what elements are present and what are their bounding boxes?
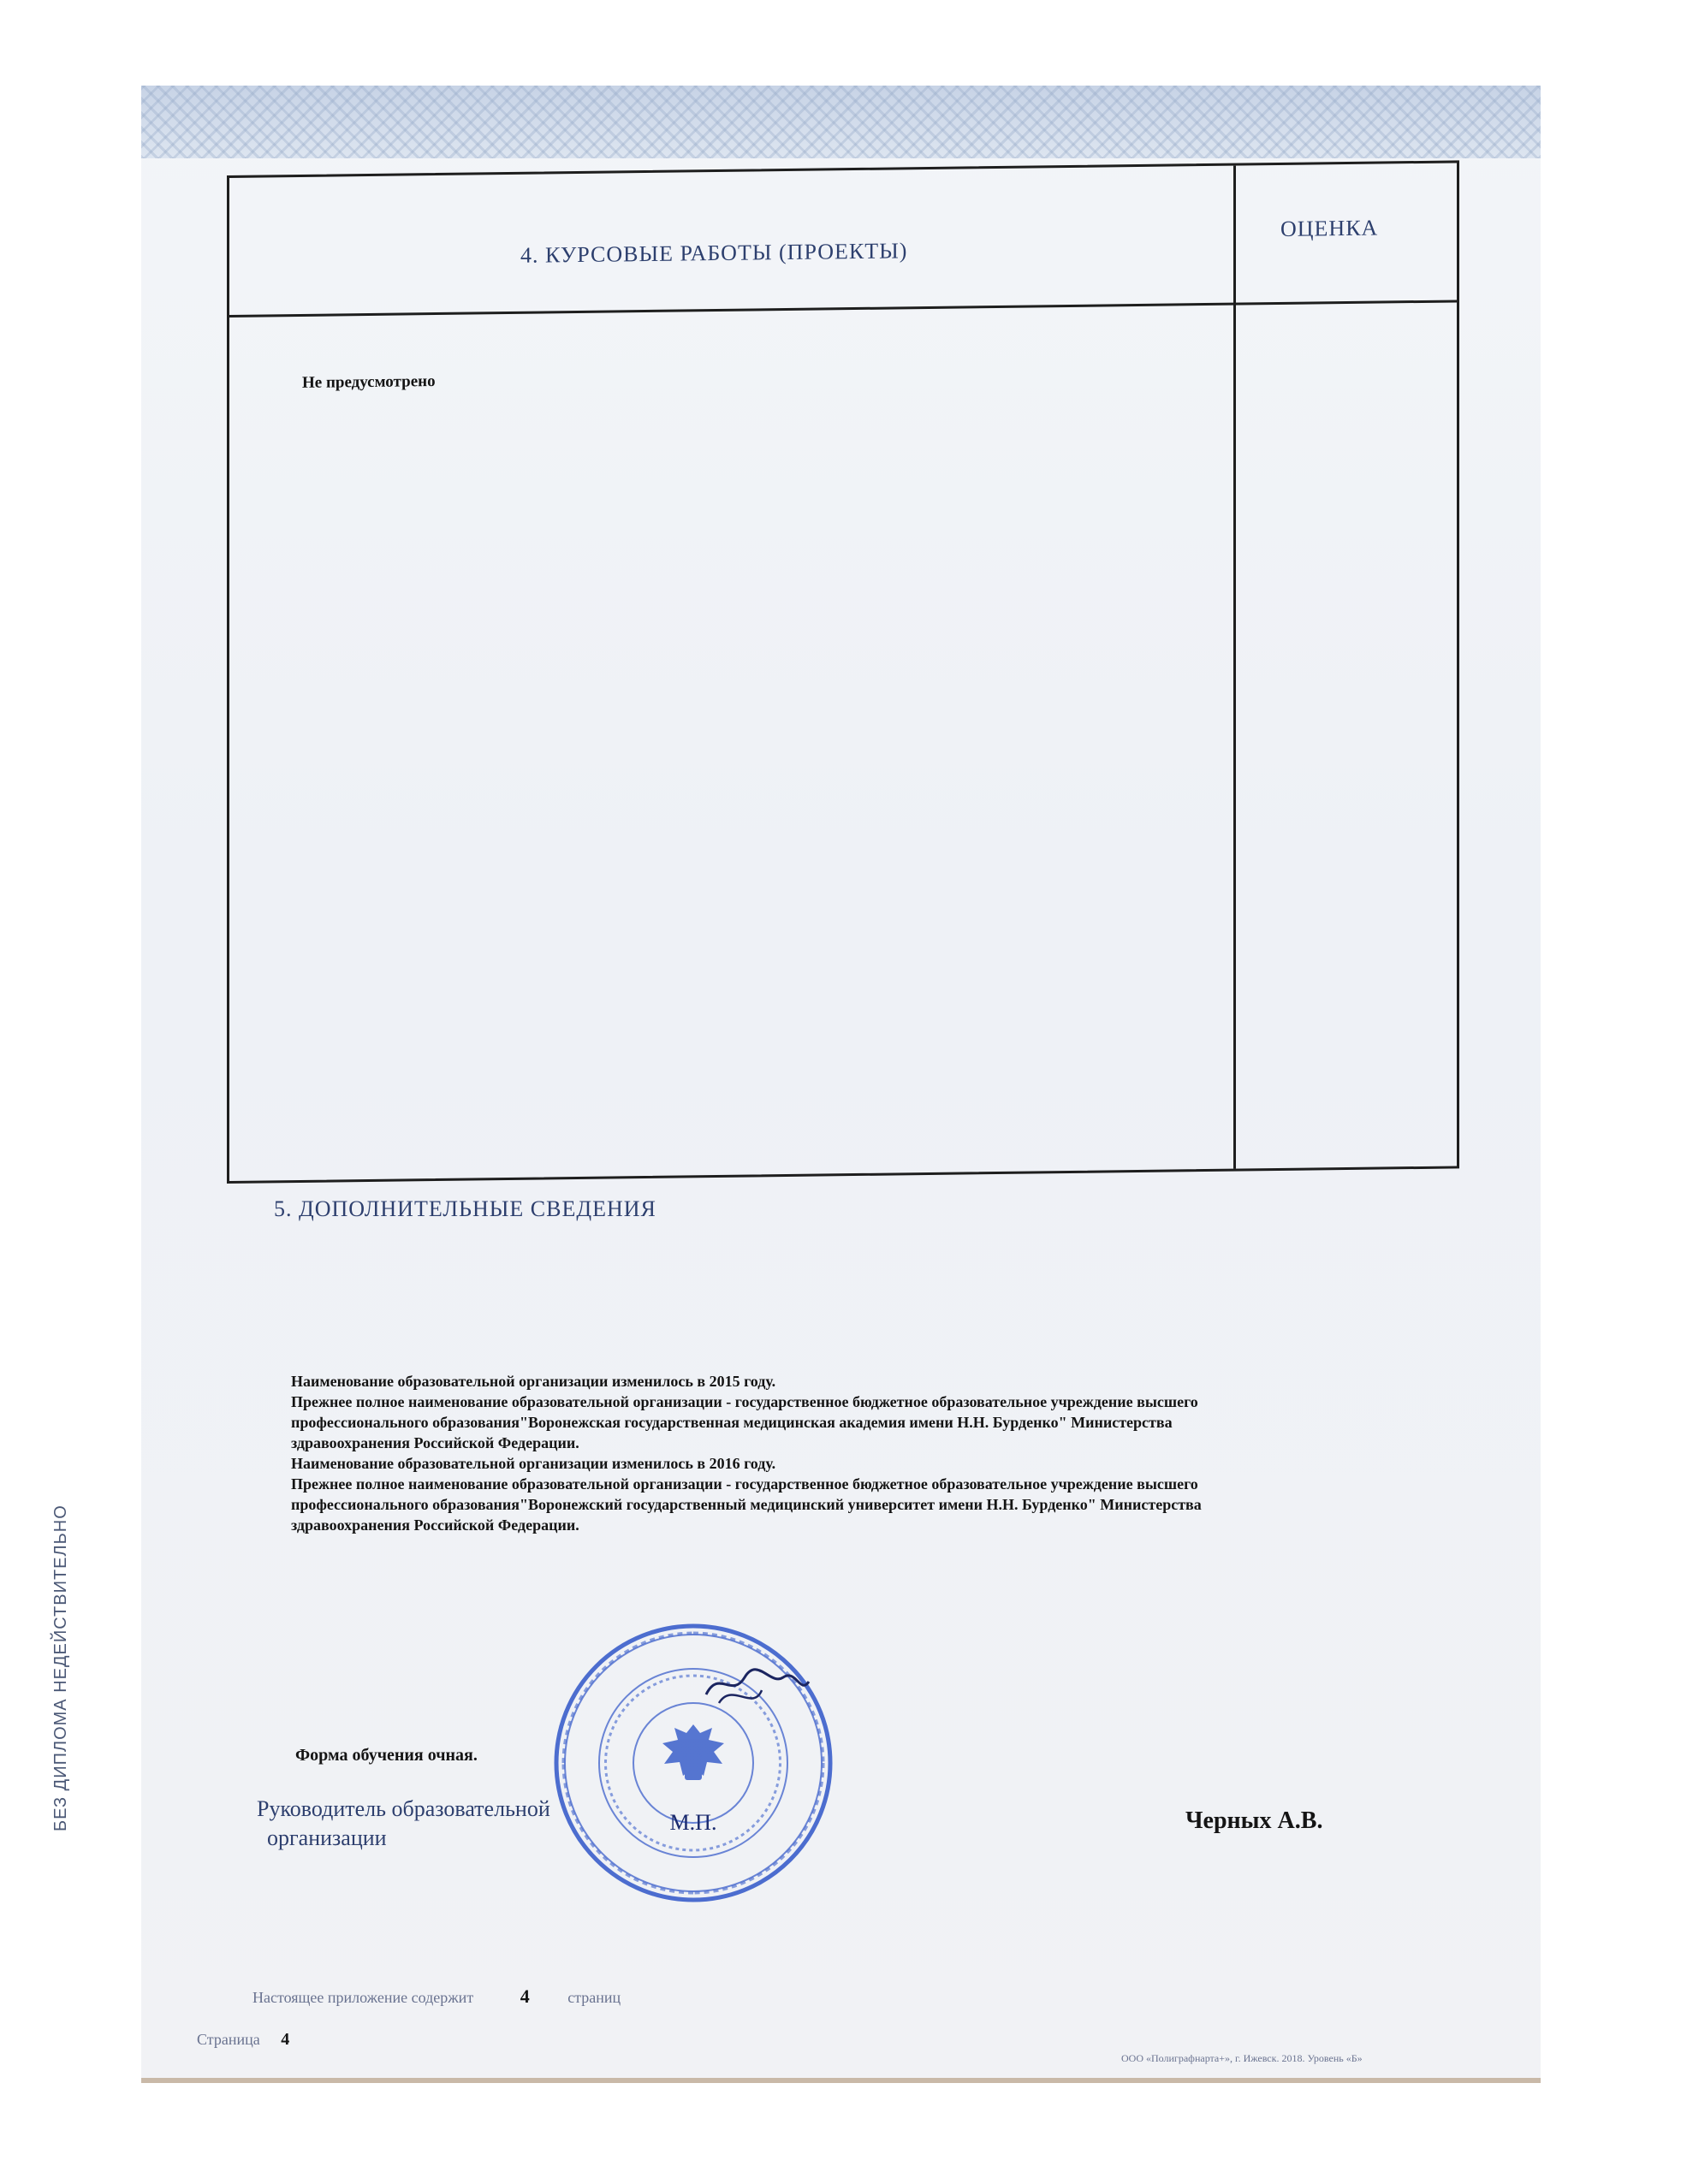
page-number: 4 [281, 2030, 290, 2049]
additional-line: Прежнее полное наименование образовательной организации - государственное бюджетное образовательное учреждение высшего [291, 1475, 1198, 1493]
form-of-study: Форма обучения очная. [295, 1746, 478, 1765]
signatory-role-line: организации [267, 1825, 387, 1850]
table-header-divider [229, 300, 1457, 318]
grade-column-header: ОЦЕНКА [1280, 215, 1379, 241]
paper-bottom-edge [141, 2078, 1541, 2083]
additional-line: здравоохранения Российской Федерации. [291, 1434, 579, 1451]
signatory-name: Черных А.В. [1185, 1807, 1323, 1834]
additional-line: профессионального образования"Воронежская государственная медицинская академия имени Н.Н. Бурденко" Министерства [291, 1414, 1173, 1431]
additional-line: Наименование образовательной организации изменилось в 2016 году. [291, 1455, 776, 1472]
signatory-role [257, 1795, 550, 1853]
document-page [141, 86, 1541, 2080]
pages-note-prefix: Настоящее приложение содержит [252, 1989, 474, 2006]
signatory-role-line: Руководитель образовательной [257, 1796, 550, 1821]
pages-note [252, 1985, 621, 2008]
additional-info-block [291, 1371, 1489, 1535]
additional-line: профессионального образования"Воронежский государственный медицинский университет имени Н.Н. Бурденко" Министерства [291, 1496, 1202, 1513]
additional-line: Наименование образовательной организации изменилось в 2015 году. [291, 1373, 776, 1390]
pages-count: 4 [520, 1985, 530, 2007]
table-column-divider [1233, 166, 1236, 1169]
stamp-mark: М.П. [669, 1810, 717, 1835]
additional-info-title: 5. ДОПОЛНИТЕЛЬНЫЕ СВЕДЕНИЯ [274, 1196, 656, 1221]
guilloche-header-band [141, 86, 1541, 158]
page-label: Страница [197, 2031, 260, 2048]
pages-note-suffix: страниц [567, 1989, 621, 2006]
course-works-content: Не предусмотрено [302, 372, 436, 392]
course-works-table [227, 160, 1459, 1184]
printer-imprint: ООО «Полиграфнарта+», г. Ижевск. 2018. Уровень «Б» [1121, 2052, 1363, 2064]
additional-line: Прежнее полное наименование образовательной организации - государственное бюджетное образовательное учреждение высшего [291, 1393, 1198, 1410]
coat-of-arms-icon [662, 1724, 724, 1780]
page-indicator [197, 2030, 289, 2050]
official-stamp [548, 1617, 839, 1908]
additional-line: здравоохранения Российской Федерации. [291, 1516, 579, 1534]
sidebar-validity-note: БЕЗ ДИПЛОМА НЕДЕЙСТВИТЕЛЬНО [51, 1504, 70, 1831]
course-works-title: 4. КУРСОВЫЕ РАБОТЫ (ПРОЕКТЫ) [520, 238, 908, 268]
